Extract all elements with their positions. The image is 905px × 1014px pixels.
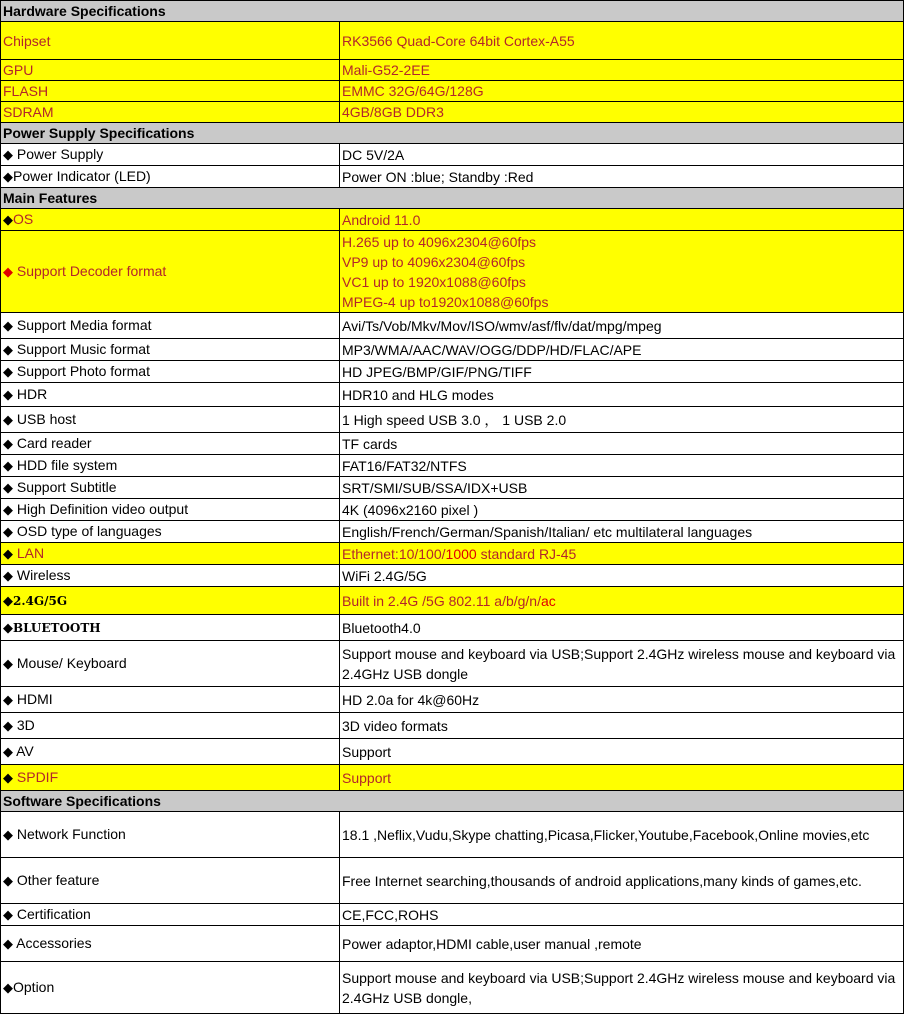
row-media	[1, 313, 904, 339]
lan-value-b: 1000	[445, 545, 477, 562]
row-value: 3D video formats	[340, 713, 904, 739]
row-label	[1, 587, 340, 615]
row-hdmi	[1, 687, 904, 713]
row-label: FLASH	[1, 81, 340, 102]
section-features	[1, 188, 904, 209]
diamond-icon: ◆	[3, 458, 13, 473]
row-label	[1, 565, 340, 587]
row-value: TF cards	[340, 433, 904, 455]
row-value: HDR10 and HLG modes	[340, 383, 904, 407]
label-text: USB host	[16, 411, 77, 427]
row-certification	[1, 904, 904, 926]
row-sdram	[1, 102, 904, 123]
diamond-icon: ◆	[3, 770, 13, 785]
label-text: Support Music format	[16, 341, 150, 357]
diamond-icon: ◆	[3, 620, 13, 635]
row-chipset	[1, 22, 904, 60]
label-text: Support Subtitle	[16, 479, 117, 495]
row-accessories	[1, 926, 904, 962]
row-label	[1, 858, 340, 904]
row-bluetooth	[1, 615, 904, 641]
diamond-icon: ◆	[3, 827, 13, 842]
row-label: Chipset	[1, 22, 340, 60]
row-value: Support	[340, 739, 904, 765]
row-os	[1, 209, 904, 231]
row-value: Mali-G52-2EE	[340, 60, 904, 81]
diamond-icon: ◆	[3, 480, 13, 495]
row-value: Power ON :blue; Standby :Red	[340, 166, 904, 188]
row-label: GPU	[1, 60, 340, 81]
section-title: Hardware Specifications	[1, 1, 904, 22]
row-value: SRT/SMI/SUB/SSA/IDX+USB	[340, 477, 904, 499]
row-label	[1, 543, 340, 565]
row-value: Support mouse and keyboard via USB;Support 2.4GHz wireless mouse and keyboard via 2.4GHz USB dongle	[340, 641, 904, 687]
decoder-line: H.265 up to 4096x2304@60fps	[342, 233, 537, 250]
row-value: WiFi 2.4G/5G	[340, 565, 904, 587]
section-hardware	[1, 1, 904, 22]
row-value: HD JPEG/BMP/GIF/PNG/TIFF	[340, 361, 904, 383]
row-value: Power adaptor,HDMI cable,user manual ,remote	[340, 926, 904, 962]
row-value: DC 5V/2A	[340, 144, 904, 166]
row-label	[1, 521, 340, 543]
row-lan	[1, 543, 904, 565]
row-value: Android 11.0	[340, 209, 904, 231]
row-band	[1, 587, 904, 615]
row-label	[1, 765, 340, 791]
row-label	[1, 499, 340, 521]
row-label	[1, 812, 340, 858]
row-value: 4GB/8GB DDR3	[340, 102, 904, 123]
diamond-icon: ◆	[3, 436, 13, 451]
row-value: EMMC 32G/64G/128G	[340, 81, 904, 102]
diamond-icon: ◆	[3, 718, 13, 733]
row-wireless	[1, 565, 904, 587]
diamond-icon: ◆	[3, 502, 13, 517]
row-value: CE,FCC,ROHS	[340, 904, 904, 926]
label-text: Support Decoder format	[16, 263, 167, 279]
diamond-icon: ◆	[3, 264, 13, 279]
label-text: Support Photo format	[16, 363, 150, 379]
row-hdr	[1, 383, 904, 407]
row-3d	[1, 713, 904, 739]
diamond-icon: ◆	[3, 364, 13, 379]
label-text: HDD file system	[16, 457, 118, 473]
row-value: 1 High speed USB 3.0 ， 1 USB 2.0	[340, 407, 904, 433]
label-text: Accessories	[16, 935, 92, 951]
row-power-supply	[1, 144, 904, 166]
row-label	[1, 713, 340, 739]
row-mouse-keyboard	[1, 641, 904, 687]
row-value: 18.1 ,Neflix,Vudu,Skype chatting,Picasa,Flicker,Youtube,Facebook,Online movies,etc	[340, 812, 904, 858]
row-label	[1, 477, 340, 499]
row-label	[1, 687, 340, 713]
label-text: HDMI	[16, 691, 53, 707]
row-value: RK3566 Quad-Core 64bit Cortex-A55	[340, 22, 904, 60]
diamond-icon: ◆	[3, 169, 13, 184]
row-photo	[1, 361, 904, 383]
diamond-icon: ◆	[3, 568, 13, 583]
lan-value-a: Ethernet:10/100/	[342, 545, 446, 562]
row-label	[1, 339, 340, 361]
label-text: 2.4G/5G	[13, 594, 68, 608]
label-text: Support Media format	[16, 317, 152, 333]
row-value: MP3/WMA/AAC/WAV/OGG/DDP/HD/FLAC/APE	[340, 339, 904, 361]
row-network	[1, 812, 904, 858]
row-label	[1, 383, 340, 407]
row-option	[1, 962, 904, 1014]
row-spdif	[1, 765, 904, 791]
decoder-line: MPEG-4 up to1920x1088@60fps	[342, 293, 549, 310]
label-text: Power Supply	[16, 146, 104, 162]
diamond-icon: ◆	[3, 692, 13, 707]
label-text: Certification	[16, 906, 91, 922]
row-av	[1, 739, 904, 765]
row-value: Free Internet searching,thousands of android applications,many kinds of games,etc.	[340, 858, 904, 904]
row-label	[1, 313, 340, 339]
label-text: Network Function	[16, 826, 126, 842]
label-text: Mouse/ Keyboard	[16, 655, 127, 671]
band-value-b: ac	[540, 592, 556, 609]
diamond-icon: ◆	[3, 593, 13, 608]
row-value	[340, 543, 904, 565]
row-label	[1, 231, 340, 313]
row-label	[1, 209, 340, 231]
label-text: AV	[16, 743, 34, 759]
row-label	[1, 962, 340, 1014]
label-text: BLUETOOTH	[13, 621, 101, 635]
row-value: English/French/German/Spanish/Italian/ etc multilateral languages	[340, 521, 904, 543]
label-text: LAN	[16, 545, 45, 561]
row-usb	[1, 407, 904, 433]
row-flash	[1, 81, 904, 102]
label-text: High Definition video output	[16, 501, 189, 517]
row-osd	[1, 521, 904, 543]
diamond-icon: ◆	[3, 387, 13, 402]
diamond-icon: ◆	[3, 546, 13, 561]
diamond-icon: ◆	[3, 212, 13, 227]
diamond-icon: ◆	[3, 412, 13, 427]
row-value: Support mouse and keyboard via USB;Support 2.4GHz wireless mouse and keyboard via 2.4GHz USB dongle,	[340, 962, 904, 1014]
label-text: SPDIF	[16, 769, 59, 785]
diamond-icon: ◆	[3, 147, 13, 162]
row-card	[1, 433, 904, 455]
row-value: HD 2.0a for 4k@60Hz	[340, 687, 904, 713]
row-label	[1, 455, 340, 477]
row-label	[1, 361, 340, 383]
label-text: Power Indicator (LED)	[13, 168, 151, 184]
row-subtitle	[1, 477, 904, 499]
row-decoder	[1, 231, 904, 313]
section-power	[1, 123, 904, 144]
label-text: 3D	[16, 717, 35, 733]
label-text: Wireless	[16, 567, 71, 583]
label-text: OS	[13, 211, 34, 227]
diamond-icon: ◆	[3, 744, 13, 759]
row-hd-video	[1, 499, 904, 521]
row-label: SDRAM	[1, 102, 340, 123]
row-label	[1, 739, 340, 765]
section-title: Power Supply Specifications	[1, 123, 904, 144]
section-title: Main Features	[1, 188, 904, 209]
label-text: Option	[13, 979, 55, 995]
diamond-icon: ◆	[3, 342, 13, 357]
row-value: Avi/Ts/Vob/Mkv/Mov/ISO/wmv/asf/flv/dat/mpg/mpeg	[340, 313, 904, 339]
row-label	[1, 641, 340, 687]
row-gpu	[1, 60, 904, 81]
row-label	[1, 407, 340, 433]
decoder-line: VP9 up to 4096x2304@60fps	[342, 253, 526, 270]
row-power-indicator	[1, 166, 904, 188]
diamond-icon: ◆	[3, 907, 13, 922]
row-label	[1, 144, 340, 166]
label-text: OSD type of languages	[16, 523, 162, 539]
decoder-line: VC1 up to 1920x1088@60fps	[342, 273, 526, 290]
section-title: Software Specifications	[1, 791, 904, 812]
row-value	[340, 587, 904, 615]
row-label	[1, 166, 340, 188]
diamond-icon: ◆	[3, 873, 13, 888]
band-value-a: Built in 2.4G /5G 802.11 a/b/g/n/	[342, 592, 541, 609]
label-text: Other feature	[16, 872, 100, 888]
row-label	[1, 433, 340, 455]
diamond-icon: ◆	[3, 936, 13, 951]
row-value: Support	[340, 765, 904, 791]
diamond-icon: ◆	[3, 318, 13, 333]
row-value: Bluetooth4.0	[340, 615, 904, 641]
row-label	[1, 615, 340, 641]
row-value: FAT16/FAT32/NTFS	[340, 455, 904, 477]
diamond-icon: ◆	[3, 524, 13, 539]
row-other	[1, 858, 904, 904]
row-music	[1, 339, 904, 361]
label-text: Card reader	[16, 435, 92, 451]
diamond-icon: ◆	[3, 656, 13, 671]
diamond-icon: ◆	[3, 980, 13, 995]
label-text: HDR	[16, 386, 48, 402]
row-value: 4K (4096x2160 pixel )	[340, 499, 904, 521]
row-label	[1, 904, 340, 926]
section-software	[1, 791, 904, 812]
row-hdd	[1, 455, 904, 477]
row-label	[1, 926, 340, 962]
lan-value-c: standard RJ-45	[476, 545, 577, 562]
row-value	[340, 231, 904, 313]
